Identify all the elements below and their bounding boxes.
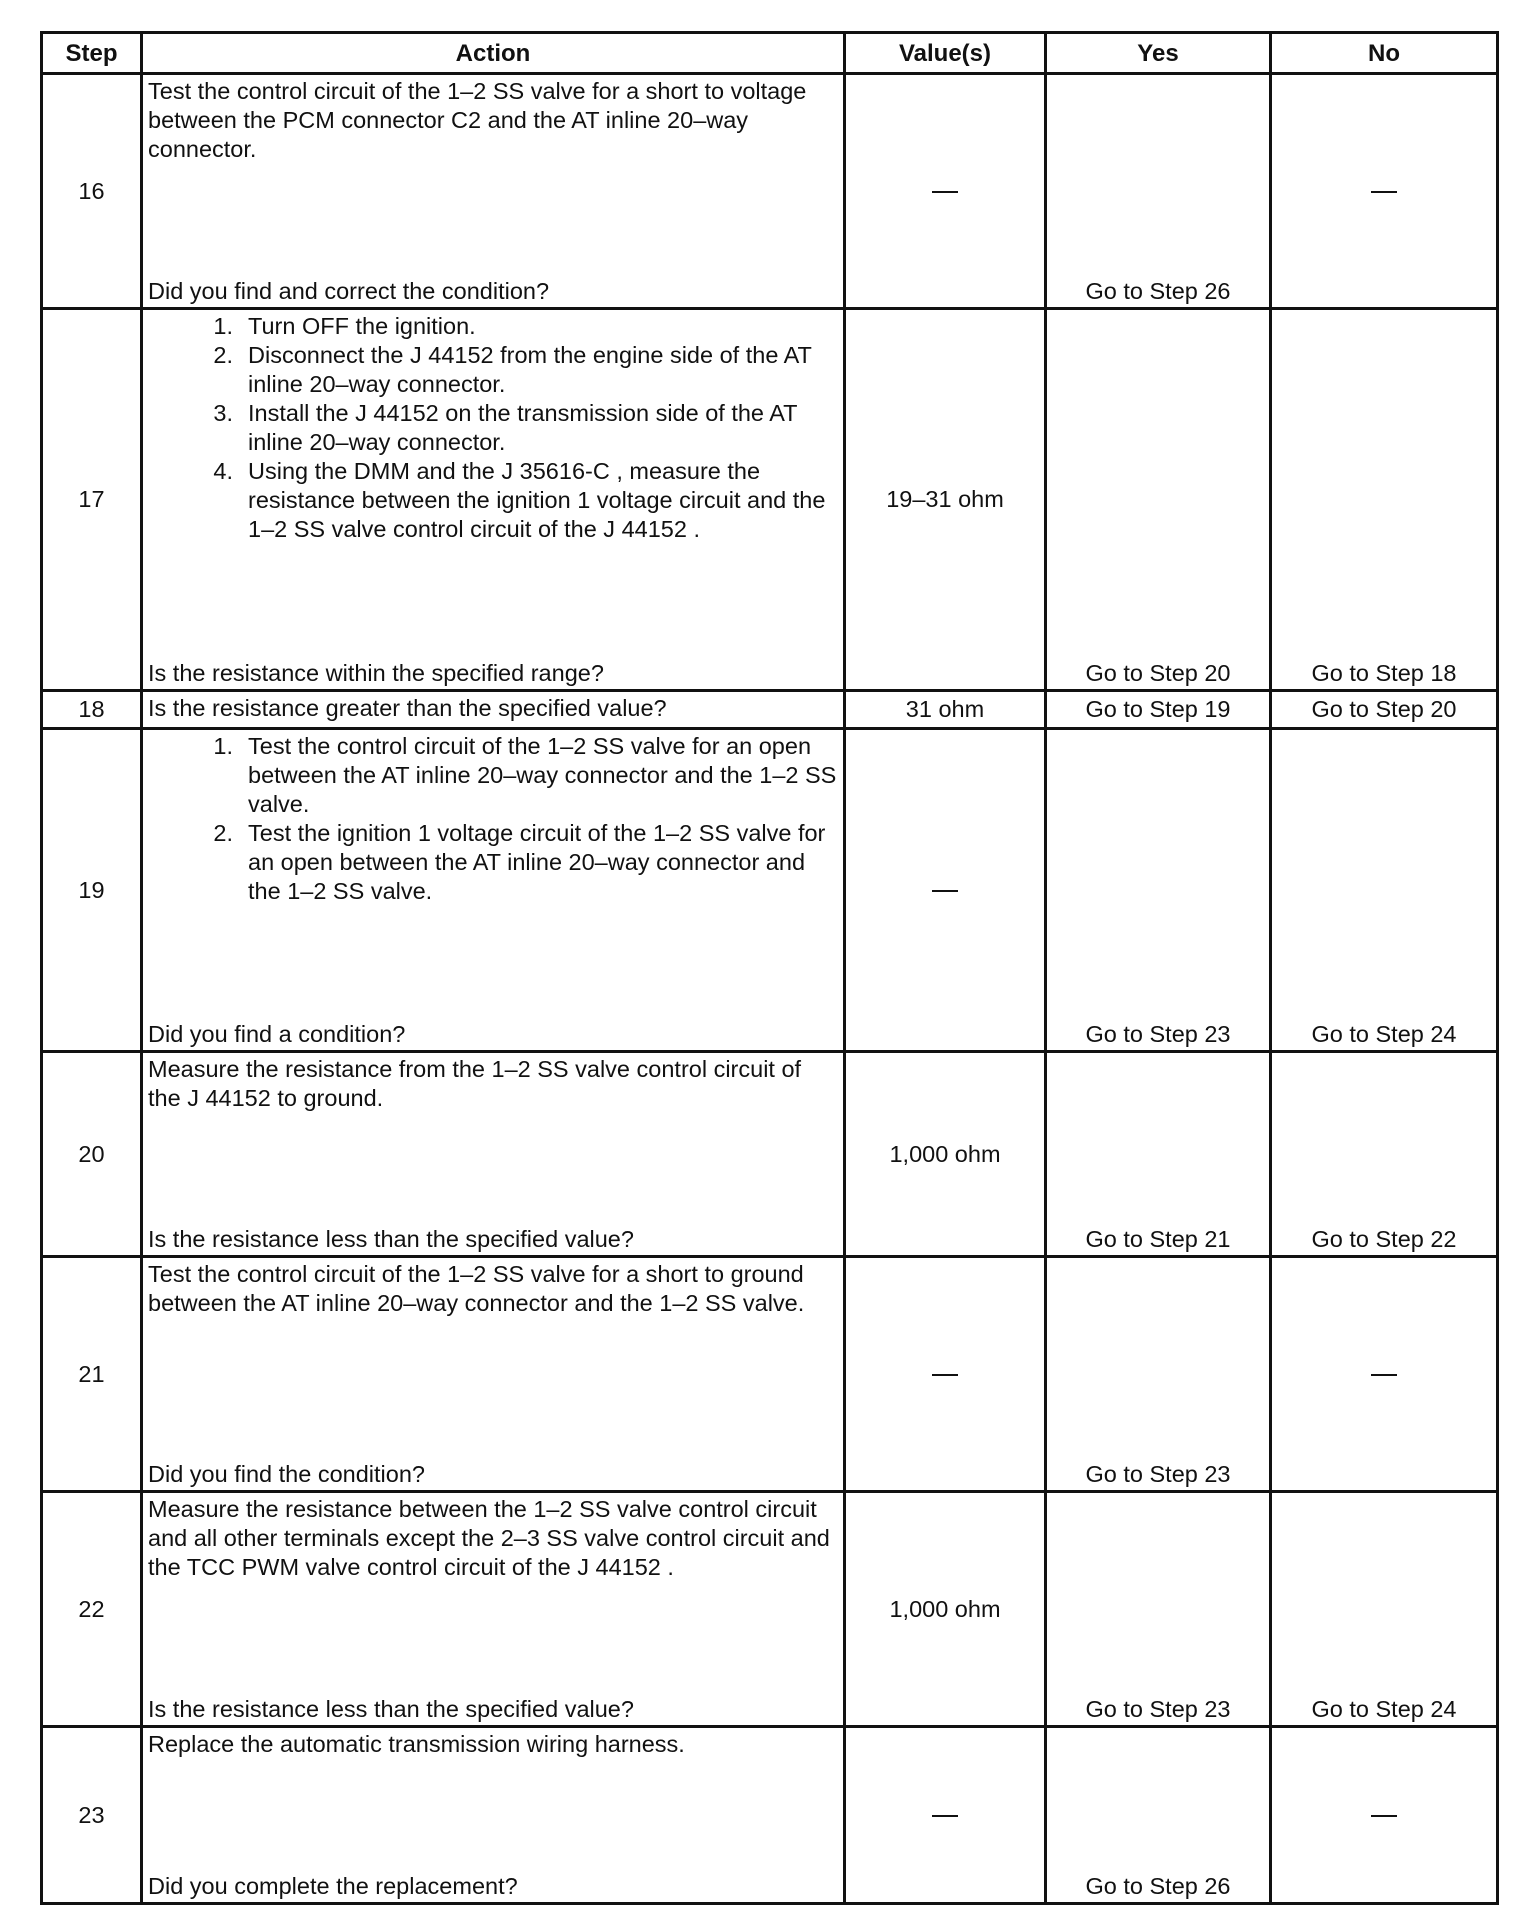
header-row	[42, 33, 1498, 74]
no-cell	[1271, 1052, 1498, 1257]
table-row-step-17	[42, 309, 1498, 691]
step-number: 23	[42, 1727, 142, 1904]
action-text: Test the control circuit of the 1–2 SS valve for a short to voltage between the PCM connector C2 and the AT inline 20–way connector.	[148, 78, 807, 162]
yes-cell	[1046, 74, 1271, 309]
action-question: Is the resistance greater than the specified value?	[148, 695, 667, 721]
no-dash	[1371, 1374, 1397, 1376]
table-row-step-21	[42, 1257, 1498, 1492]
table-row-step-18	[42, 691, 1498, 729]
header-no: No	[1271, 33, 1498, 74]
yes-link[interactable]: Go to Step 20	[1085, 660, 1231, 686]
step-number: 21	[42, 1257, 142, 1492]
value-dash	[932, 890, 958, 892]
yes-cell	[1046, 309, 1271, 691]
value-cell: 1,000 ohm	[845, 1052, 1046, 1257]
no-cell	[1271, 1727, 1498, 1904]
action-cell	[142, 1492, 845, 1727]
no-dash	[1371, 1815, 1397, 1817]
diagnostic-table-container	[40, 31, 1496, 1898]
no-dash	[1371, 191, 1397, 193]
no-link[interactable]: Go to Step 24	[1311, 1021, 1457, 1047]
action-cell	[142, 1052, 845, 1257]
action-question: Did you find a condition?	[148, 1021, 406, 1047]
value-cell: 31 ohm	[845, 691, 1046, 729]
yes-link[interactable]: Go to Step 23	[1085, 1696, 1231, 1722]
header-yes: Yes	[1046, 33, 1271, 74]
value-cell: 1,000 ohm	[845, 1492, 1046, 1727]
yes-link[interactable]: Go to Step 26	[1085, 278, 1231, 304]
action-cell	[142, 74, 845, 309]
list-item: 2. Disconnect the J 44152 from the engine side of the AT inline 20–way connector.	[213, 342, 812, 397]
list-item: 1. Turn OFF the ignition.	[213, 313, 476, 339]
table-row-step-22	[42, 1492, 1498, 1727]
list-item: 1. Test the control circuit of the 1–2 SS valve for an open between the AT inline 20–way connector and the 1–2 SS valve.	[213, 733, 837, 817]
action-question: Did you find and correct the condition?	[148, 278, 550, 304]
yes-cell	[1046, 1727, 1271, 1904]
list-item: 3. Install the J 44152 on the transmission side of the AT inline 20–way connector.	[213, 400, 798, 455]
table-row-step-19	[42, 729, 1498, 1052]
action-steps-list	[148, 312, 839, 544]
action-question: Did you find the condition?	[148, 1461, 425, 1487]
value-cell	[845, 729, 1046, 1052]
value-cell	[845, 1727, 1046, 1904]
yes-link[interactable]: Go to Step 23	[1085, 1461, 1231, 1487]
value-dash	[932, 1815, 958, 1817]
no-link[interactable]: Go to Step 18	[1311, 660, 1457, 686]
action-text: Measure the resistance between the 1–2 SS valve control circuit and all other terminals except the 2–3 SS valve control circuit and the TCC PWM valve control circuit of the J 44152 .	[148, 1496, 830, 1580]
no-cell	[1271, 1257, 1498, 1492]
action-question: Did you complete the replacement?	[148, 1873, 518, 1899]
no-link[interactable]: Go to Step 22	[1311, 1226, 1457, 1252]
action-text: Test the control circuit of the 1–2 SS valve for a short to ground between the AT inline 20–way connector and the 1–2 SS valve.	[148, 1261, 805, 1316]
no-link[interactable]: Go to Step 20	[1271, 691, 1498, 729]
action-question: Is the resistance less than the specified value?	[148, 1696, 634, 1722]
no-cell	[1271, 74, 1498, 309]
list-item: 4. Using the DMM and the J 35616-C , measure the resistance between the ignition 1 voltage circuit and the 1–2 SS valve control circuit of the J 44152 .	[213, 458, 826, 542]
yes-link[interactable]: Go to Step 19	[1046, 691, 1271, 729]
action-text: Measure the resistance from the 1–2 SS valve control circuit of the J 44152 to ground.	[148, 1056, 802, 1111]
yes-cell	[1046, 729, 1271, 1052]
action-cell	[142, 691, 845, 729]
header-action: Action	[142, 33, 845, 74]
action-cell	[142, 1727, 845, 1904]
no-link[interactable]: Go to Step 24	[1311, 1696, 1457, 1722]
step-number: 18	[42, 691, 142, 729]
step-number: 19	[42, 729, 142, 1052]
header-step: Step	[42, 33, 142, 74]
step-number: 20	[42, 1052, 142, 1257]
step-number: 22	[42, 1492, 142, 1727]
yes-cell	[1046, 1257, 1271, 1492]
yes-cell	[1046, 1052, 1271, 1257]
yes-cell	[1046, 1492, 1271, 1727]
table-row-step-20	[42, 1052, 1498, 1257]
yes-link[interactable]: Go to Step 23	[1085, 1021, 1231, 1047]
yes-link[interactable]: Go to Step 26	[1085, 1873, 1231, 1899]
action-cell	[142, 1257, 845, 1492]
value-cell	[845, 74, 1046, 309]
step-number: 16	[42, 74, 142, 309]
list-item: 2. Test the ignition 1 voltage circuit of the 1–2 SS valve for an open between the AT inline 20–way connector and the 1–2 SS valve.	[213, 820, 826, 904]
value-dash	[932, 191, 958, 193]
no-cell	[1271, 729, 1498, 1052]
action-steps-list	[148, 732, 839, 906]
value-cell	[845, 1257, 1046, 1492]
action-cell	[142, 309, 845, 691]
action-text: Replace the automatic transmission wiring harness.	[148, 1731, 685, 1757]
action-question: Is the resistance less than the specified value?	[148, 1226, 634, 1252]
value-cell: 19–31 ohm	[845, 309, 1046, 691]
no-cell	[1271, 309, 1498, 691]
diagnostic-table	[40, 31, 1499, 1905]
value-dash	[932, 1374, 958, 1376]
no-cell	[1271, 1492, 1498, 1727]
step-number: 17	[42, 309, 142, 691]
table-row-step-16	[42, 74, 1498, 309]
table-row-step-23	[42, 1727, 1498, 1904]
header-values: Value(s)	[845, 33, 1046, 74]
yes-link[interactable]: Go to Step 21	[1085, 1226, 1231, 1252]
action-cell	[142, 729, 845, 1052]
action-question: Is the resistance within the specified range?	[148, 660, 604, 686]
